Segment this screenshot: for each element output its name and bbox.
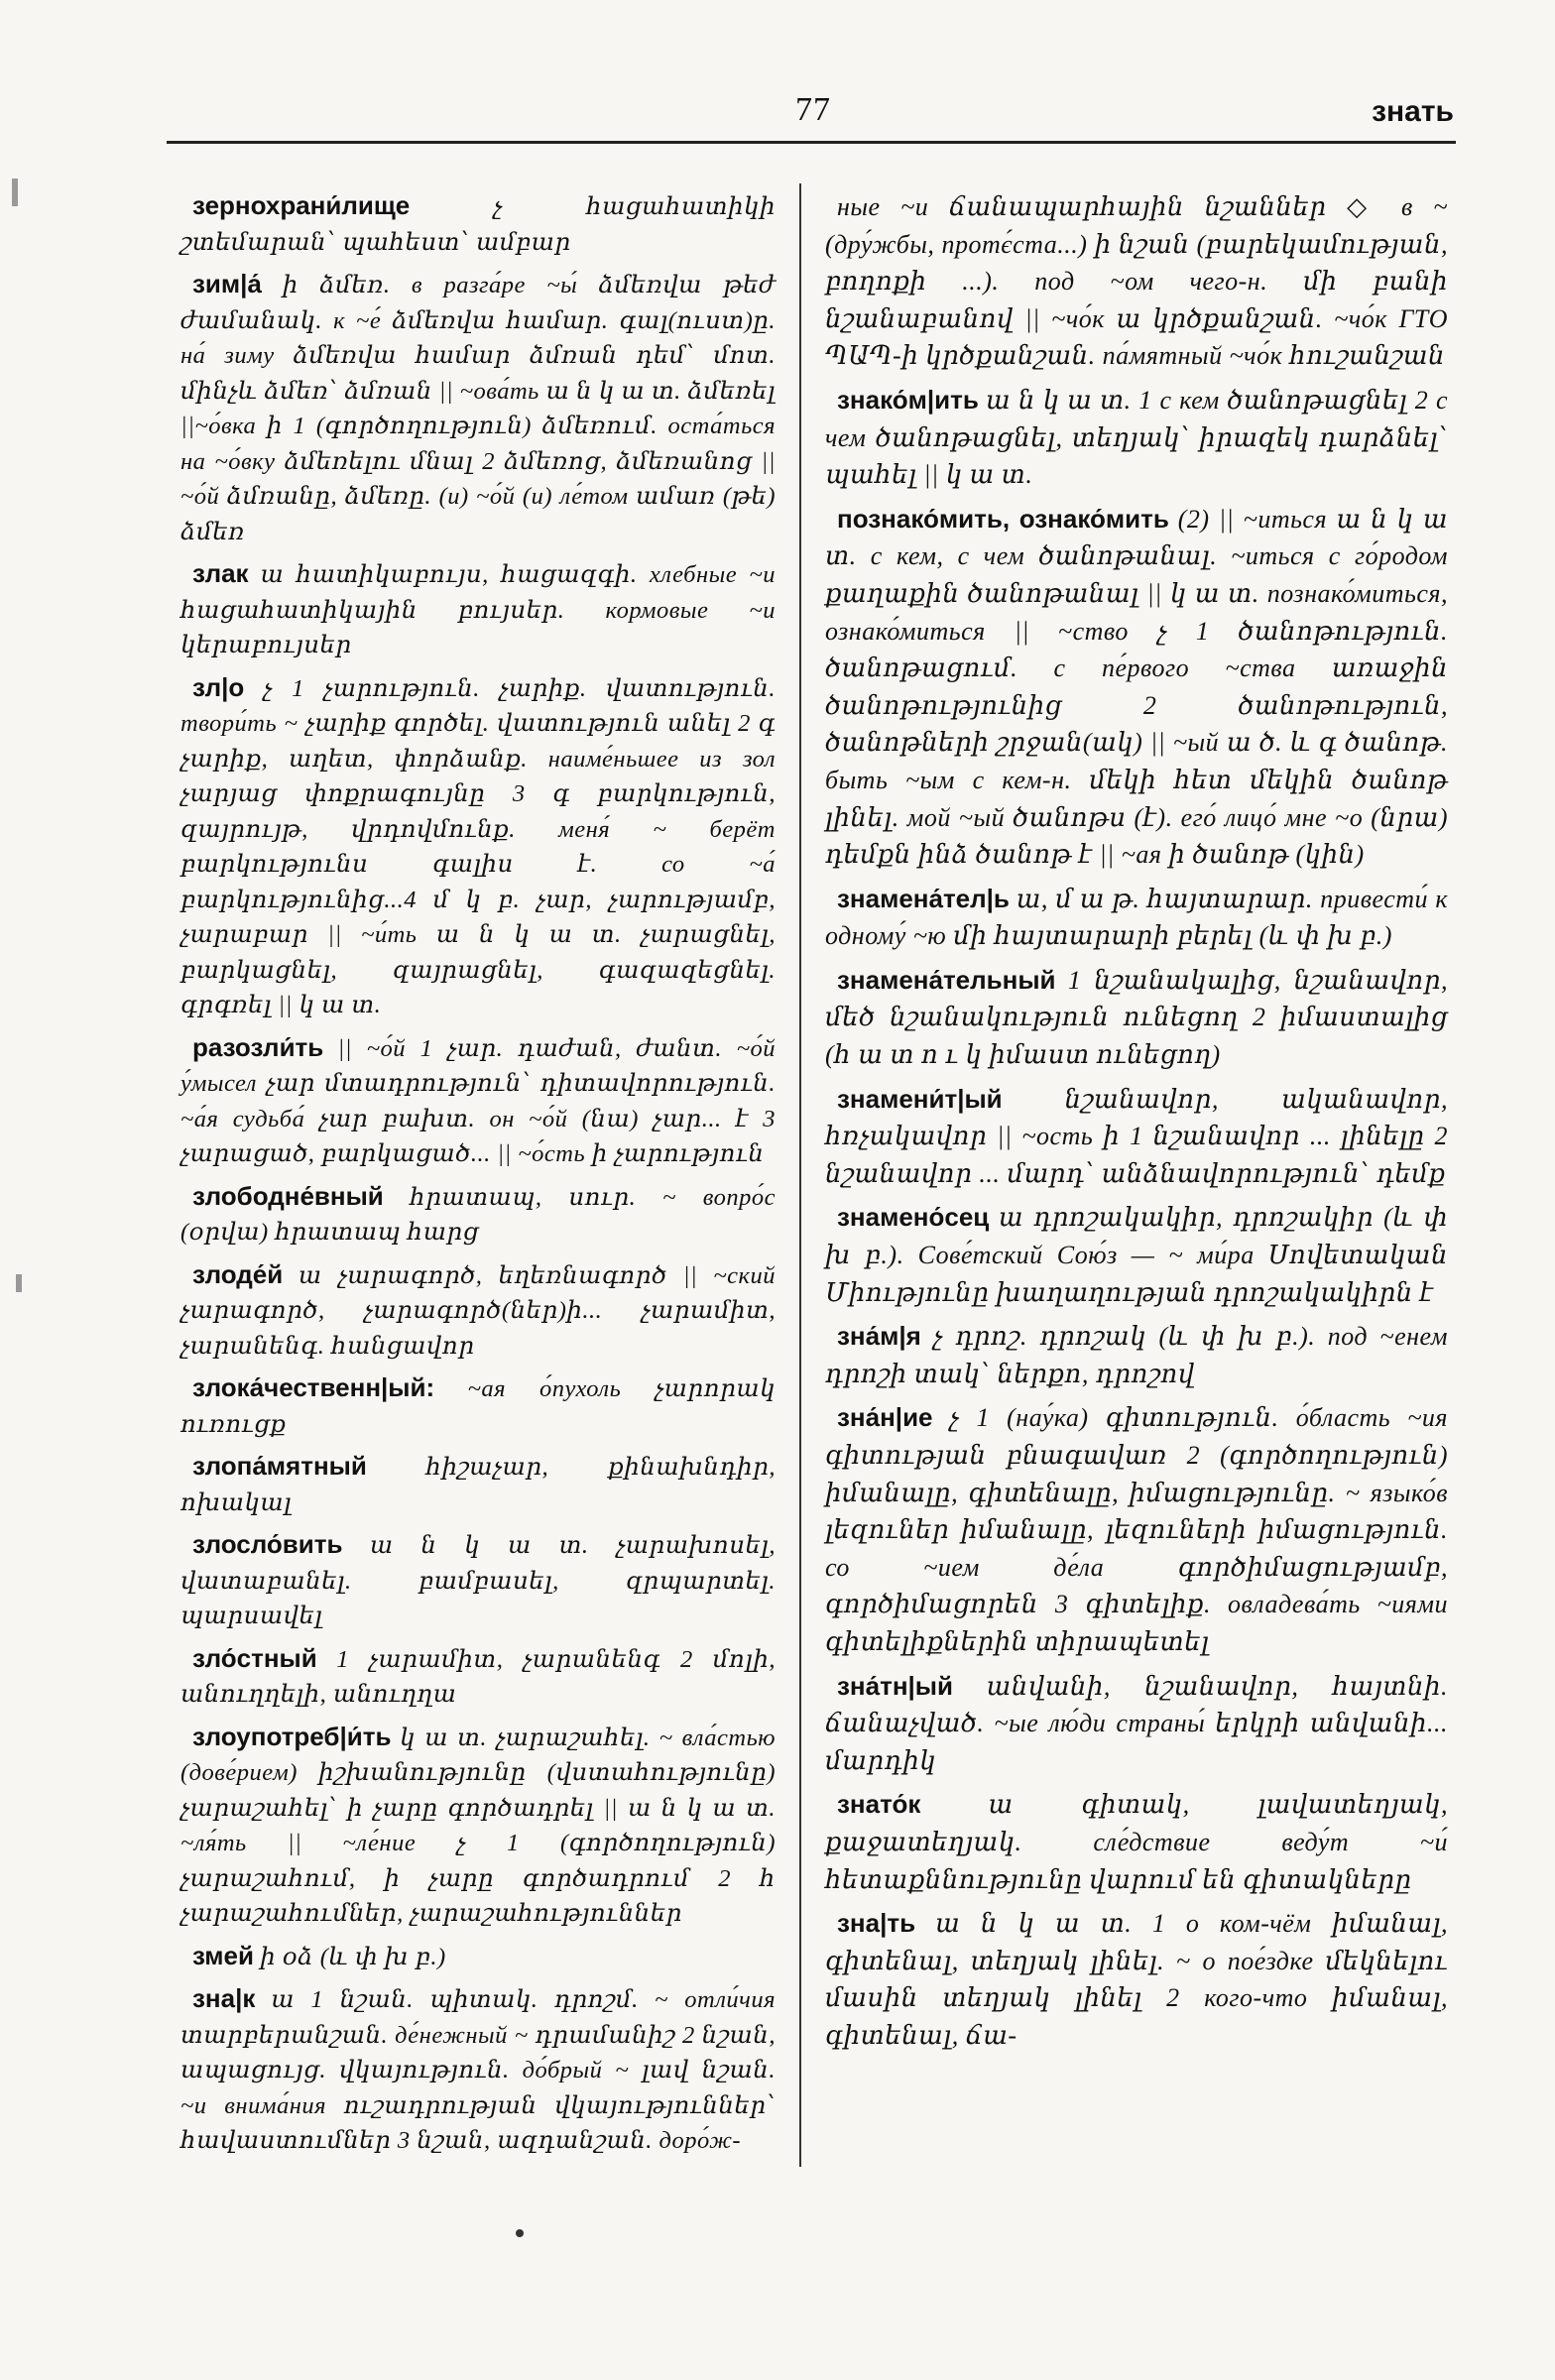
entry-translation: (2) || ~иться ա ն կ ա տ. с кем, с чем ծանոթանալ. ~иться с го́родом քաղաքին ծանոթանալ || կ ա տ. познако́миться, ознако́миться || ~ство չ 1 ծանոթություն. ծանոթացում. с пе́рвого ~ства առաջին ծանոթությունից 2 ծանոթություն, ծանոթների շրջան(ակ) || ~ый ա ծ. և գ ծանոթ. быть ~ым с кем-н. մեկի հետ մեկին ծանոթ լինել. мой ~ый ծանոթս (է). его́ лицо́ мне ~о (նրա) դեմքն ինձ ծանոթ է || ~ая ի ծանոթ (կին) xyxy=(825,504,1448,870)
dictionary-entry xyxy=(180,1030,776,1172)
dictionary-entry xyxy=(825,1199,1448,1311)
entry-translation: չ 1 չարություն. չարիք. վատություն. твори́ть ~ չարիք գործել. վատություն անել 2 գ չարիք, աղետ, փորձանք. наиме́ньшее из зол չարյաց փոքրագույնը 3 գ բարկություն, զայրույթ, վրդովմունք. меня́ ~ берёт բարկությունս գալիս է. со ~а́ բարկությունից...4 մ կ բ. չար, չարությամբ, չարաբար || ~и́ть ա ն կ ա տ. չարացնել, բարկացնել, զայրացնել, գազազեցնել. գրգռել || կ ա տ. xyxy=(180,674,776,1018)
entry-translation: || ~о́й 1 չար. դաժան, ժանտ. ~о́й у́мысел չար մտադրություն՝ դիտավորություն. ~а́я судьба́ չար բախտ. он ~о́й (նա) չար... է 3 չարացած, բարկացած... || ~о́сть ի չարություն xyxy=(180,1034,777,1167)
dictionary-entry xyxy=(180,1641,776,1713)
entry-translation: 1 չարամիտ, չարանենգ 2 մոլի, անուղղելի, անուղղա xyxy=(180,1645,777,1708)
entry-headword: злока́чественн|ый: xyxy=(192,1372,435,1402)
entry-translation: ա գիտակ, լավատեղյակ, քաջատեղյակ. сле́дствие веду́т ~и́ հետաքննությունը վարում են գիտակները xyxy=(825,1790,1448,1894)
dictionary-entry xyxy=(180,1179,776,1250)
dictionary-entry xyxy=(180,1370,776,1442)
entry-headword: знамена́тельный xyxy=(837,964,1056,995)
entry-headword: зл|о xyxy=(192,671,245,702)
entry-headword: змей xyxy=(192,1940,254,1970)
dictionary-entry xyxy=(825,1905,1448,2054)
entry-headword: зна́м|я xyxy=(837,1321,921,1352)
entry-translation: չ հացահատիկի շտեմարան՝ պահեստ՝ ամբար xyxy=(180,193,776,256)
entry-headword: знато́к xyxy=(837,1789,921,1820)
entry-headword: зна́н|ие xyxy=(837,1402,933,1433)
entry-headword: зна|ть xyxy=(837,1908,916,1939)
dictionary-entry xyxy=(825,1786,1448,1898)
dictionary-entry xyxy=(180,1939,776,1975)
dictionary-entry xyxy=(825,1399,1448,1660)
entry-headword: знамено́сец xyxy=(837,1202,990,1233)
dictionary-entry xyxy=(825,501,1448,874)
entry-translation: ա ն կ ա տ. չարախոսել, վատաբանել. բամբասել, զրպարտել. պարսավել xyxy=(180,1532,776,1629)
entry-headword: зернохрани́лище xyxy=(192,190,411,220)
entry-headword: зло́стный xyxy=(192,1642,317,1673)
dictionary-entry xyxy=(180,1527,776,1634)
dictionary-entry xyxy=(180,1449,776,1520)
dictionary-entry xyxy=(825,962,1448,1074)
dictionary-entry xyxy=(180,267,776,549)
entry-translation: կ ա տ. չարաշահել. ~ вла́стью (дове́рием) իշխանությունը (վստահությունը) չարաշահել՝ ի չարը գործադրել || ա ն կ ա տ. ~ля́ть || ~ле́ние չ 1 (գործողություն) չարաշահում, ի չարը գործադրում 2 հ չարաշահումներ, չարաշահություններ xyxy=(180,1724,776,1927)
entry-headword: злак xyxy=(192,558,249,588)
entry-headword: знако́м|ить xyxy=(837,384,979,415)
dictionary-entry xyxy=(825,1668,1448,1780)
entry-translation: անվանի, նշանավոր, հայտնի. ճանաչված. ~ые лю́ди страны́ երկրի անվանի... մարդիկ xyxy=(825,1671,1448,1775)
entry-translation: ~ая о́пухоль չարորակ ուռուցք xyxy=(180,1375,776,1438)
entry-headword: злоде́й xyxy=(192,1258,284,1289)
dictionary-entry xyxy=(825,1081,1448,1193)
dictionary-entry xyxy=(825,382,1448,494)
entry-translation: ա հատիկաբույս, հացազգի. хлебные ~и հացահատիկային բույսեր. кормовые ~и կերաբույսեր xyxy=(180,561,776,658)
margin-mark xyxy=(16,1274,22,1292)
dictionary-entry xyxy=(180,188,776,260)
entry-translation: ա դրոշակակիր, դրոշակիր (և փ խ բ.). Сове́тский Сою́з — ~ ми́ра Սովետական Միությունը խաղաղության դրոշակակիրն է xyxy=(825,1203,1448,1307)
dictionary-entry xyxy=(825,188,1448,375)
entry-headword: зна́тн|ый xyxy=(837,1670,953,1701)
entry-headword: злосло́вить xyxy=(192,1529,343,1559)
header-rule xyxy=(167,141,1456,144)
entry-headword: знамена́тел|ь xyxy=(837,883,1010,913)
entry-headword: знамени́т|ый xyxy=(837,1083,1003,1114)
entry-translation: ա ն կ ա տ. 1 с кем ծանոթացնել 2 с чем ծանոթացնել, տեղյակ՝ իրազեկ դարձնել՝ պահել || կ ա տ. xyxy=(825,385,1449,490)
entry-translation: նշանավոր, ականավոր, հռչակավոր || ~ость ի 1 նշանավոր ... լինելը 2 նշանավոր ... մարդ՝ անձնավորություն՝ դեմք xyxy=(825,1084,1448,1188)
entry-translation: հրատապ, սուր. ~ вопро́с (օրվա) հրատապ հարց xyxy=(180,1183,776,1246)
entry-translation: չ 1 (нау́ка) գիտություն. о́бласть ~ия գիտության բնագավառ 2 (գործողություն) իմանալը, գիտենալը, իմացությունը. ~ языко́в լեզուներ իմանալը, լեզուների իմացություն. со ~ием де́ла գործիմացությամբ, գործիմացորեն 3 գիտելիք. овладева́ть ~иями գիտելիքներին տիրապետել xyxy=(825,1403,1449,1656)
dictionary-entry xyxy=(180,670,776,1023)
column-divider xyxy=(799,183,801,2167)
running-head: знать xyxy=(1372,95,1454,128)
dictionary-entry xyxy=(180,556,776,663)
entry-translation: ա, մ ա թ. հայտարար. привести́ к одному́ ~ю մի հայտարարի բերել (և փ խ բ.) xyxy=(825,884,1449,951)
left-column xyxy=(180,188,776,2166)
dictionary-entry xyxy=(825,881,1448,955)
dictionary-entry xyxy=(180,1257,776,1365)
margin-mark xyxy=(12,178,18,206)
entry-translation: ի ձմեռ. в разга́ре ~ы́ ձմեռվա թեժ ժամանակ. к ~е́ ձմեռվա համար. գալ(ուստ)ը. на́ зиму ձմեռվա համար ձմռան դեմ՝ մոտ. մինչև ձմեռ՝ ձմռան || ~ова́ть ա ն կ ա տ. ձմեռել ||~о́вка ի 1 (գործողություն) ձմեռում. оста́ться на ~о́вку ձմեռելու մնալ 2 ձմեռոց, ձմեռանոց || ~о́й ձմռանը, ձմեռը. (и) ~о́й (и) ле́том ամառ (թե) ձմեռ xyxy=(180,272,777,545)
dictionary-entry xyxy=(825,1318,1448,1392)
right-column xyxy=(825,188,1448,2062)
dictionary-entry xyxy=(180,1720,776,1932)
entry-headword: зим|а́ xyxy=(192,269,262,298)
dictionary-entry xyxy=(180,1981,776,2159)
bottom-dot xyxy=(516,2229,524,2237)
entry-headword: познако́мить, ознако́мить xyxy=(837,503,1169,534)
entry-translation: 1 նշանակալից, նշանավոր, մեծ նշանակություն ունեցող 2 իմաստալից (հ ա տ ո ւ կ իմաստ ունեցող) xyxy=(825,965,1449,1070)
page-number: 77 xyxy=(795,91,831,128)
entry-headword: зна|к xyxy=(192,1983,256,2013)
entry-headword: злободне́вный xyxy=(192,1180,384,1211)
entry-translation: չ դրոշ. դրոշակ (և փ խ բ.). под ~енем դրոշի տակ՝ ներքո, դրոշով xyxy=(825,1322,1448,1388)
entry-translation: ա 1 նշան. պիտակ. դրոշմ. ~ отли́чия տարբերանշան. де́нежный ~ դրամանիշ 2 նշան, ապացույց. վկայություն. до́брый ~ լավ նշան. ~и внима́ния ուշադրության վկայություններ՝ հավաստումներ 3 նշան, ազդանշան. доро́ж- xyxy=(180,1986,776,2154)
entry-headword: злоупотреб|и́ть xyxy=(192,1721,392,1751)
entry-translation: ա չարագործ, եղեռնագործ || ~ский չարագործ, չարագործ(ներ)ի... չարամիտ, չարանենգ. հանցավոր xyxy=(180,1261,777,1360)
entry-headword: разозли́ть xyxy=(192,1031,324,1062)
entry-translation: ի օձ (և փ խ բ.) xyxy=(260,1943,446,1970)
entry-headword: злопа́мятный xyxy=(192,1451,367,1481)
entry-translation: ա ն կ ա տ. 1 о ком-чём իմանալ, գիտենալ, տեղյակ լինել. ~ о пое́здке մեկնելու մասին տեղյակ լինել 2 кого-что իմանալ, գիտենալ, ճա- xyxy=(825,1909,1448,2050)
entry-translation: հիշաչար, քինախնդիր, ոխակալ xyxy=(180,1454,777,1516)
entry-translation: ные ~и ճանապարհային նշաններ ◇ в ~ (дру́жбы, протє́ста...) ի նշան (բարեկամության, բողոքի ...). под ~ом чего-н. մի բանի նշանաբանով || ~чо́к ա կրծքանշան. ~чо́к ГТО ՊԱՊ-ի կրծքանշան. па́мятный ~чо́к հուշանշան xyxy=(825,192,1448,371)
